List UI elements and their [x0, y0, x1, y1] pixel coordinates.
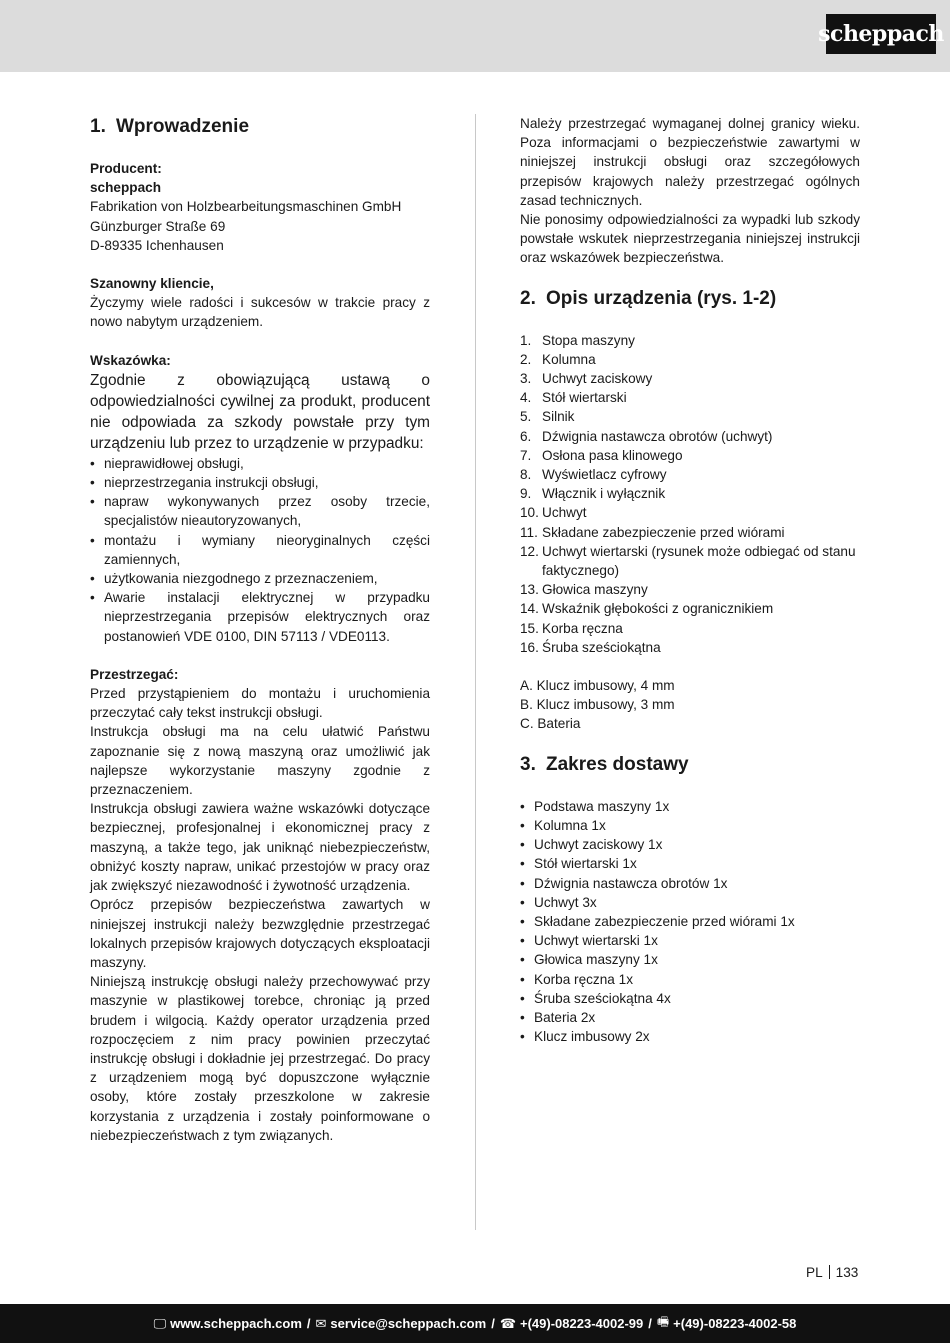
header-band [0, 0, 950, 72]
list-item: 13. Głowica maszyny [520, 582, 648, 598]
producer-line: Fabrikation von Holzbearbeitungsmaschinen GmbH [90, 199, 402, 215]
note-list [90, 454, 430, 646]
producer-label: Producent: [90, 161, 162, 176]
paragraph: Instrukcja obsługi ma na celu ułatwić Państwu zapoznanie się z nową maszyną oraz umożliwić jak najlepsze wykorzystanie maszyny zgodnie z przeznaczeniem. [90, 724, 430, 798]
footer-web[interactable]: www.scheppach.com [170, 1316, 302, 1331]
list-item: 3. Uchwyt zaciskowy [520, 371, 653, 387]
footer-phone: +(49)-08223-4002-99 [520, 1316, 644, 1331]
right-column [520, 114, 860, 1046]
list-item: • Uchwyt 3x [520, 893, 860, 912]
parts-list [520, 331, 860, 657]
list-item: 5. Silnik [520, 409, 575, 425]
greeting-text: Życzymy wiele radości i sukcesów w trakcie pracy z nowo nabytym urządzeniem. [90, 295, 430, 330]
left-column [90, 114, 430, 1145]
producer-line: D-89335 Ichenhausen [90, 237, 224, 253]
list-item: • użytkowania niezgodnego z przeznaczeniem, [90, 569, 430, 588]
paragraph: Instrukcja obsługi zawiera ważne wskazówki dotyczące bezpiecznej, profesjonalnej i ekonomicznej pracy z maszyną, a także tego, jak uniknąć niebezpieczeństw, obniżyć koszty napraw, unikać przestojów w pracy oraz jak zwiększyć niezawodność i żywotność urządzenia. [90, 801, 430, 894]
monitor-icon: 🖵 [153, 1315, 167, 1331]
list-item: 11. Składane zabezpieczenie przed wiórami [520, 524, 785, 540]
phone-icon: ☎ [499, 1315, 517, 1331]
logo-text: scheppach [818, 21, 944, 47]
list-item: 8. Wyświetlacz cyfrowy [520, 467, 667, 483]
list-item: • Uchwyt wiertarski 1x [520, 931, 860, 950]
list-item: • Głowica maszyny 1x [520, 950, 860, 969]
accessory-item: B. Klucz imbusowy, 3 mm [520, 697, 675, 713]
paragraph: Należy przestrzegać wymaganej dolnej granicy wieku. Poza informacjami o bezpieczeństwie zawartymi w niniejszej instrukcji obsługi oraz szczegółowych przepisów krajowych należy przestrzegać ogólnych zasad technicznych. [520, 116, 860, 208]
list-item: • montażu i wymiany nieoryginalnych części zamiennych, [90, 531, 430, 569]
delivery-list [520, 797, 860, 1047]
list-item: 2. Kolumna [520, 351, 596, 367]
list-item: 12. Uchwyt wiertarski (rysunek może odbiegać od stanu faktycznego) [520, 543, 856, 579]
list-item: • nieprawidłowej obsługi, [90, 454, 430, 473]
list-item: 1. Stopa maszyny [520, 332, 635, 348]
list-item: • Podstawa maszyny 1x [520, 797, 860, 816]
accessory-item: C. Bateria [520, 716, 581, 732]
list-item: • Stół wiertarski 1x [520, 854, 860, 873]
list-item: • Korba ręczna 1x [520, 970, 860, 989]
list-item: 16. Śruba sześciokątna [520, 639, 661, 655]
paragraph: Nie ponosimy odpowiedzialności za wypadki lub szkody powstałe wskutek nieprzestrzegania niniejszej instrukcji oraz wskazówek bezpieczeństwa. [520, 212, 860, 266]
section-3-title: 3. Zakres dostawy [520, 753, 689, 775]
list-item: • Awarie instalacji elektrycznej w przypadku nieprzestrzegania przepisów elektrycznych oraz postanowień VDE 0100, DIN 57113 / VDE0113. [90, 588, 430, 646]
list-item: • Bateria 2x [520, 1008, 860, 1027]
note-label: Wskazówka: [90, 352, 171, 368]
brand-logo [818, 14, 944, 54]
list-item: 14. Wskaźnik głębokości z ogranicznikiem [520, 601, 774, 617]
list-item: 7. Osłona pasa klinowego [520, 447, 683, 463]
list-item: 10. Uchwyt [520, 505, 587, 521]
fax-icon: 🖷 [656, 1313, 670, 1329]
list-item: • Klucz imbusowy 2x [520, 1027, 860, 1046]
footer-mail[interactable]: service@scheppach.com [330, 1316, 487, 1331]
note-text: Zgodnie z obowiązującą ustawą o odpowiedzialności cywilnej za produkt, producent nie odpowiada za szkody powstałe przy tym urządzeniu lub przez to urządzenie w przypadku: [90, 371, 430, 452]
list-item: 6. Dźwignia nastawcza obrotów (uchwyt) [520, 428, 773, 444]
greeting-label: Szanowny kliencie, [90, 276, 214, 292]
list-item: 15. Korba ręczna [520, 620, 623, 636]
list-item: • napraw wykonywanych przez osoby trzecie, specjalistów nieautoryzowanych, [90, 492, 430, 530]
list-item: • Uchwyt zaciskowy 1x [520, 835, 860, 854]
list-item: • Dźwignia nastawcza obrotów 1x [520, 874, 860, 893]
footer-fax: +(49)-08223-4002-58 [673, 1316, 797, 1331]
mail-icon: ✉ [315, 1315, 327, 1331]
producer-line: Günzburger Straße 69 [90, 218, 226, 234]
column-divider [475, 114, 476, 1230]
accessory-item: A. Klucz imbusowy, 4 mm [520, 678, 675, 694]
observe-label: Przestrzegać: [90, 666, 179, 682]
section-2-title: 2. Opis urządzenia (rys. 1-2) [520, 287, 777, 309]
paragraph: Przed przystąpieniem do montażu i uruchomienia przeczytać cały tekst instrukcji obsługi. [90, 686, 430, 721]
list-item: • Kolumna 1x [520, 816, 860, 835]
producer-name: scheppach [90, 180, 162, 196]
section-1-title: 1. Wprowadzenie [90, 116, 250, 137]
paragraph: Niniejszą instrukcję obsługi należy przechowywać przy maszynie w plastikowej torebce, chroniąc ją przed brudem i wilgocią. Każdy operator urządzenia przed rozpoczęciem z nim pracy powinien przeczytać instrukcję obsługi i dokładnie jej przestrzegać. Do pracy z urządzeniem mogą być dopuszczone wyłącznie osoby, które zostały przeszkolone w zakresie korzystania z urządzenia i zostały poinformowane o niebezpieczeństwach z tym związanych. [90, 974, 430, 1143]
list-item: 4. Stół wiertarski [520, 390, 627, 406]
paragraph: Oprócz przepisów bezpieczeństwa zawartych w niniejszej instrukcji należy bezwzględnie przestrzegać lokalnych przepisów krajowych dotyczących eksploatacji maszyny. [90, 897, 430, 970]
list-item: • nieprzestrzegania instrukcji obsługi, [90, 473, 430, 492]
list-item: • Śruba sześciokątna 4x [520, 989, 860, 1008]
page-number: PL 133 [806, 1265, 859, 1280]
list-item: • Składane zabezpieczenie przed wiórami 1x [520, 912, 860, 931]
footer-bar: 🖵 www.scheppach.com / ✉ service@scheppach.com / ☎ +(49)-08223-4002-99 / 🖷 +(49)-08223-4002-58 [0, 1304, 950, 1343]
list-item: 9. Włącznik i wyłącznik [520, 486, 666, 502]
